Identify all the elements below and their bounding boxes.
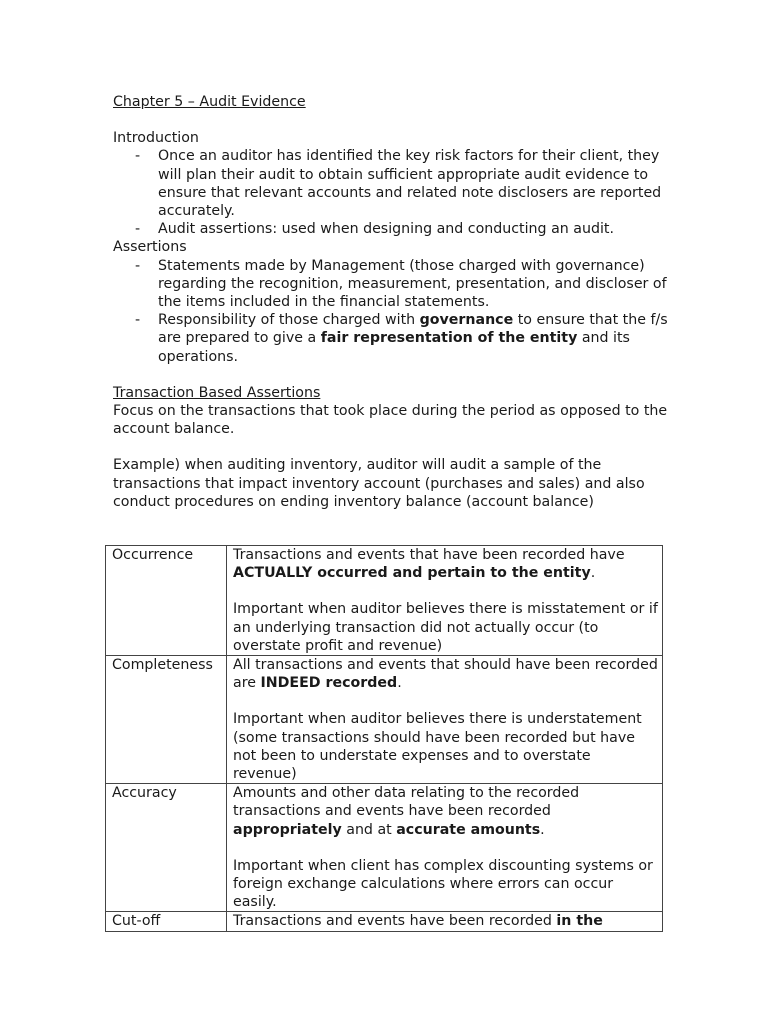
intro-heading: Introduction [113,130,199,147]
assertions-list [113,257,673,366]
term-cell: Occurrence [106,546,227,656]
note-text: Important when auditor believes there is misstatement or if an underlying transaction did not actually occur (to overstate profit and revenue) [233,601,658,654]
definition-cell: Transactions and events that have been recorded have ACTUALLY occurred and pertain to the entity. Important when auditor believes there is misstatement or if an underlying transaction did not actually occur (to overstate profit and revenue) [227,546,663,656]
term-cell: Cut-off [106,912,227,931]
definition-cell: All transactions and events that should have been recorded are INDEED recorded. Important when auditor believes there is understatement (some transactions should have been recorded but have not been to understate expenses and to overstate revenue) [227,656,663,784]
intro-item: - Audit assertions: used when designing and conducting an audit. [113,220,673,238]
intro-item: - Once an auditor has identified the key risk factors for their client, they will plan their audit to obtain sufficient appropriate audit evidence to ensure that relevant accounts and related note disclosers are reported accurately. [113,147,673,220]
term-cell: Accuracy [106,784,227,912]
term-cell: Completeness [106,656,227,784]
table-row [106,784,663,912]
transaction-example: Example) when auditing inventory, auditor will audit a sample of the transactions that impact inventory account (purchases and sales) and also conduct procedures on ending inventory balance (account balance) [113,457,645,510]
transaction-focus: Focus on the transactions that took place during the period as opposed to the account balance. [113,403,668,438]
table-row [106,656,663,784]
assertions-table [105,545,663,932]
assertions-item: - Responsibility of those charged with governance to ensure that the f/s are prepared to give a fair representation of the entity and its operations. [113,311,673,366]
definition-cell: Transactions and events have been recorded in the [227,912,663,931]
table-row [106,546,663,656]
table-row [106,912,663,931]
assertions-item: - Statements made by Management (those charged with governance) regarding the recognition, measurement, presentation, and discloser of the items included in the financial statements. [113,257,673,312]
note-text: Important when auditor believes there is understatement (some transactions should have been recorded but have not been to understate expenses and to overstate revenue) [233,711,642,783]
transaction-heading: Transaction Based Assertions [113,384,321,401]
assertions-heading: Assertions [113,239,187,256]
page-title: Chapter 5 – Audit Evidence [113,94,306,110]
definition-cell: Amounts and other data relating to the recorded transactions and events have been recorded appropriately and at accurate amounts. Important when client has complex discounting systems or foreign exchange calculations where errors can occur easily. [227,784,663,912]
note-text: Important when client has complex discounting systems or foreign exchange calculations where errors can occur easily. [233,857,653,911]
intro-list [113,147,673,238]
document-body [113,93,673,511]
